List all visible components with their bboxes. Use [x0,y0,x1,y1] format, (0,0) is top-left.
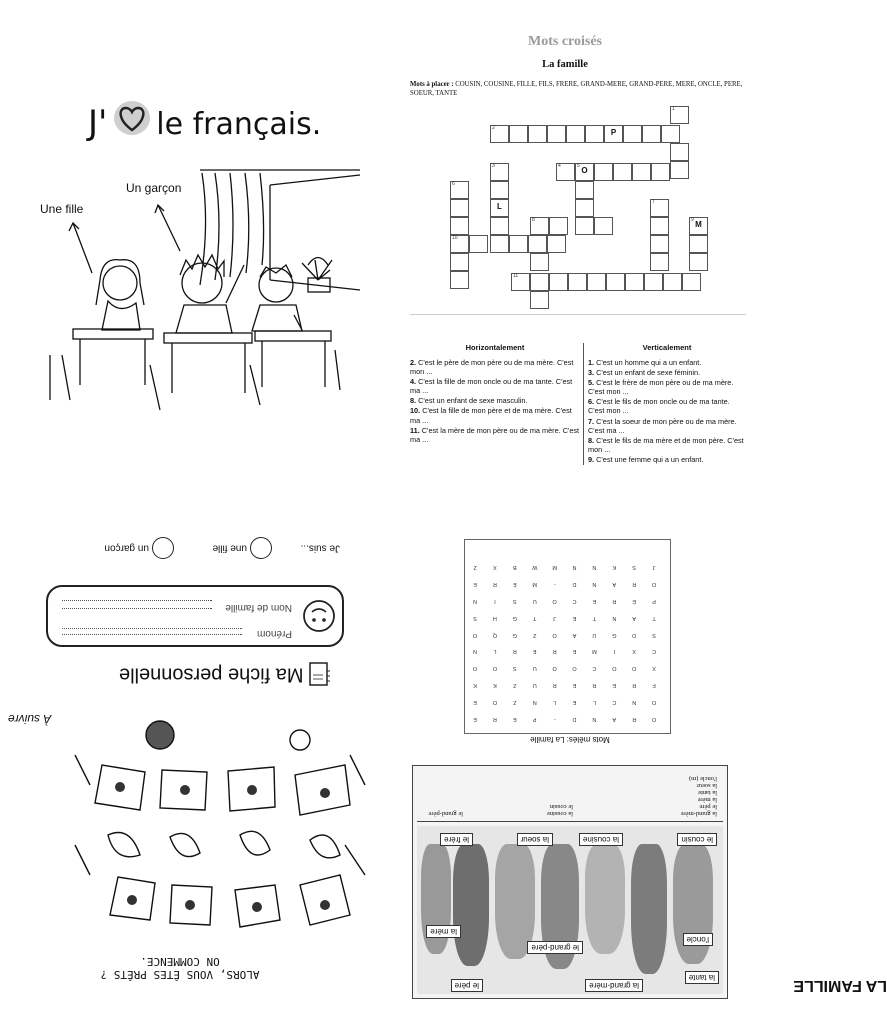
wordsearch-row [465,660,664,677]
wordsearch-letter[interactable]: R [592,682,597,689]
clue-item: 3. C'est un enfant de sexe féminin. [588,368,701,378]
wordsearch-letter[interactable]: D [572,715,577,722]
wordsearch-letter[interactable]: - [553,715,556,722]
crossword-cell[interactable] [585,125,604,143]
wordsearch-letter[interactable]: O [651,698,657,705]
wordsearch-letter[interactable]: O [552,631,557,638]
wordsearch-letter[interactable]: E [572,648,577,655]
famille-panel [412,765,887,999]
crossword-cell[interactable] [663,273,682,291]
crossword-cell[interactable] [594,217,613,235]
wordsearch-letter[interactable]: O [612,665,617,672]
crossword-cell[interactable] [566,125,585,143]
fiche-title-row [119,661,330,687]
crossword-cell[interactable] [650,235,669,253]
wordsearch-letter[interactable]: N [532,698,537,705]
wordsearch-letter[interactable]: Z [513,698,517,705]
wordsearch-letter[interactable]: O [472,631,478,638]
clue-item: 9. C'est une femme qui a un enfant. [588,454,704,464]
word-col-left: la grand-mère le père la mère la tante la soeur l'oncle (m) [680,775,717,817]
nom-label: Nom de famille [225,602,292,613]
wordsearch-letter[interactable]: R [512,648,517,655]
crossword-cell[interactable] [450,253,469,271]
wordsearch-letter[interactable]: E [572,682,577,689]
wordsearch-letter[interactable]: N [612,614,617,621]
wordsearch-letter[interactable]: E [532,648,537,655]
clue-number: 11 [513,273,519,279]
wordsearch-letter[interactable]: E [473,698,477,705]
wordsearch-letter[interactable]: S [512,665,517,672]
clue-item: 11. C'est la mère de mon père ou de ma mère. C'est ma ... [410,425,580,444]
crossword-cell[interactable] [575,217,594,235]
crossword-cell[interactable] [604,125,623,143]
wordsearch-letter[interactable]: C [652,648,657,655]
crossword-cell[interactable] [682,273,701,291]
vertical-title: Verticalement [642,343,692,352]
wordsearch-letter[interactable]: N [592,581,597,588]
cell-letter: O [581,166,588,175]
wordsearch-letter[interactable]: S [512,598,517,605]
clue-number: 10 [452,235,458,241]
a-suivre: À suivre [8,712,52,726]
wordsearch-letter[interactable]: W [532,564,538,571]
clue-item: 4. C'est la fille de mon oncle ou de ma tante. C'est ma ... [410,377,573,396]
wordsearch-letter[interactable]: L [493,648,497,655]
wordsearch-letter[interactable]: I [613,648,616,655]
wordsearch-letter[interactable]: R [632,581,637,588]
wordsearch-letter[interactable]: G [512,614,517,621]
caption-line-1: ALORS, VOUS ÊTES PRÊTS ? [100,968,260,981]
girl-face-icon[interactable] [250,537,272,559]
crossword-cell[interactable] [613,163,632,181]
une-fille-label: une fille [212,542,247,554]
classroom-illustration [40,165,370,415]
crossword-cell[interactable] [625,273,644,291]
family-tag: la grand-mère [585,979,643,992]
family-tag: le frère [440,833,473,846]
prenom-label: Prénom [256,628,292,639]
smiley-icon [302,599,336,633]
crossword-cell[interactable] [575,163,594,181]
clue-number: 6 [452,181,455,187]
wordsearch-letter[interactable]: N [572,564,577,571]
crossword-cell[interactable] [670,106,689,124]
wordsearch-letter[interactable]: Z [473,564,477,571]
wordsearch-letter[interactable]: E [572,614,577,621]
crossword-cell[interactable] [450,199,469,217]
crossword-cell[interactable] [556,163,575,181]
cell-letter: M [695,220,702,229]
caption-line-2: ON COMMENCE. [140,955,220,968]
crossword-cell[interactable] [650,217,669,235]
family-tag: le grand-père [527,941,583,954]
horizontal-title: Horizontalement [465,343,525,352]
wordsearch-letter[interactable]: R [492,715,497,722]
wordsearch-row [465,626,664,643]
crossword-cell[interactable] [490,181,509,199]
wordsearch-letter[interactable]: B [512,564,517,571]
wordsearch-letter[interactable]: R [492,581,497,588]
clue-number: 5 [577,163,580,169]
crossword-cell[interactable] [644,273,663,291]
wordsearch-letter[interactable]: A [632,614,637,621]
wordsearch-letter[interactable]: N [632,698,637,705]
wordsearch-letter[interactable]: Z [513,682,517,689]
person-figure [585,844,625,954]
crossword-cell[interactable] [632,163,651,181]
crossword-cell[interactable] [528,235,547,253]
clue-item: 8. C'est le fils de ma mère et de mon père. C'est mon ... [588,435,744,454]
crossword-cell[interactable] [450,217,469,235]
wordsearch-letter[interactable]: - [553,581,556,588]
wordsearch-letter[interactable]: C [592,665,597,672]
crossword-cell[interactable] [511,273,530,291]
crossword-cell[interactable] [490,163,509,181]
person-figure [453,844,489,966]
clue-number: 7 [652,199,655,205]
clue-item: 10. C'est la fille de mon père et de ma mère. C'est ma ... [410,406,572,425]
wordsearch-letter[interactable]: P [652,598,656,605]
crossword-cell[interactable] [450,181,469,199]
wordsearch-letter[interactable]: L [553,698,557,705]
divider [410,314,746,315]
horizontal-clues [410,358,580,445]
crossword-cell[interactable] [530,253,549,271]
crossword-cell[interactable] [490,235,509,253]
crossword-cell[interactable] [547,235,566,253]
cell-letter: L [497,202,502,211]
wordsearch-letter[interactable]: O [632,665,637,672]
fiche-panel [30,525,360,695]
wordsearch-letter[interactable]: T [592,614,597,621]
wordsearch-letter[interactable]: U [532,665,537,672]
wordsearch-letter[interactable]: K [473,682,477,689]
crossword-cell[interactable] [670,143,689,161]
crossword-cell[interactable] [530,291,549,309]
wordsearch-letter[interactable]: K [493,682,497,689]
words-list: COUSIN, COUSINE, FILLE, FILS, FRERE, GRAND-MERE, GRAND-PERE, MERE, ONCLE, PERE, SOEUR, TANTE [410,81,743,97]
crossword-cell[interactable] [509,235,528,253]
wordsearch-letter[interactable]: A [572,631,577,638]
crossword-cell[interactable] [575,181,594,199]
clue-number: 9 [691,217,694,223]
wordsearch-letter[interactable]: N [473,648,477,655]
wordsearch-letter[interactable]: E [512,715,517,722]
wordsearch-row [465,559,664,576]
crossword-cell[interactable] [490,125,509,143]
crossword-cell[interactable] [490,217,509,235]
je-suis-row [40,537,340,559]
crossword-cell[interactable] [549,217,568,235]
wordsearch-letter[interactable]: O [492,665,498,672]
crossword-cell[interactable] [530,217,549,235]
word-col-mid: la cousine le cousin [546,803,573,817]
wordsearch-letter[interactable]: O [472,665,478,672]
crossword-cell[interactable] [528,125,547,143]
wordsearch-letter[interactable]: T [652,614,656,621]
crossword-cell[interactable] [670,161,689,179]
crossword-cell[interactable] [547,125,566,143]
wordsearch-letter[interactable]: O [552,665,557,672]
wordsearch-letter[interactable]: A [612,581,617,588]
crossword-cell[interactable] [568,273,587,291]
clue-number: 1 [672,106,675,112]
crossword-cell[interactable] [490,199,509,217]
clue-divider [583,343,584,465]
crossword-cell[interactable] [623,125,642,143]
wordsearch-letter[interactable]: C [572,598,577,605]
wordsearch-letter[interactable]: G [512,631,517,638]
family-tag: le père [451,979,483,992]
wordsearch-letter[interactable]: K [612,564,617,571]
person-figure [673,844,713,964]
wordsearch-row [465,710,664,727]
crossword-cell[interactable] [661,125,680,143]
label-boy: Un garçon [126,181,182,195]
wordsearch-letter[interactable]: A [612,715,617,722]
wordsearch-letter[interactable]: O [632,631,637,638]
wordsearch-letter[interactable]: F [652,682,656,689]
famille-word-list [417,771,723,822]
crossword-cell[interactable] [650,199,669,217]
wordsearch-letter[interactable]: U [532,598,537,605]
brand-title [88,100,338,150]
wordsearch-letter[interactable]: U [532,682,537,689]
wordsearch-letter[interactable]: E [612,682,617,689]
brand-suffix: le français. [156,107,322,142]
wordsearch-letter[interactable]: È [512,581,517,588]
wordsearch-letter[interactable]: O [552,598,557,605]
crossword-cell[interactable] [689,235,708,253]
clue-item: 7. C'est la soeur de mon père ou de ma mère. C'est ma ... [588,416,737,435]
crossword-cell[interactable] [689,253,708,271]
wordsearch-letter[interactable]: T [533,614,537,621]
crossword-cell[interactable] [450,235,469,253]
wordsearch-letter[interactable]: O [651,715,657,722]
wordsearch-letter[interactable]: O [572,665,577,672]
crossword-cell[interactable] [650,253,669,271]
wordsearch-letter[interactable]: N [473,598,477,605]
wordsearch-row [465,677,664,694]
wordsearch-letter[interactable]: M [592,648,597,655]
wordsearch-letter[interactable]: N [592,564,597,571]
wordsearch-letter[interactable]: E [473,715,477,722]
wordsearch-letter[interactable]: H [492,614,497,621]
wordsearch-letter[interactable]: R [552,682,557,689]
wordsearch-letter[interactable]: R [632,682,637,689]
wordsearch-letter[interactable]: S [632,564,637,571]
boy-face-icon[interactable] [152,537,174,559]
fiche-title: Ma fiche personnelle [118,663,304,686]
comic-caption [80,955,280,981]
vertical-clues [588,358,746,465]
wordsearch-letter[interactable]: N [592,715,597,722]
crossword-cell[interactable] [594,163,613,181]
crossword-title: La famille [542,59,588,70]
wordsearch-letter[interactable]: X [632,648,637,655]
wordsearch-row [465,593,664,610]
clue-number: 3 [492,163,495,169]
wordsearch-letter[interactable]: U [592,631,597,638]
crossword-cell[interactable] [587,273,606,291]
clue-item: 6. C'est le fils de mon oncle ou de ma tante. C'est mon ... [588,397,730,416]
wordsearch-letter[interactable]: Q [492,631,498,638]
crossword-cell[interactable] [509,125,528,143]
wordsearch-letter[interactable]: J [652,564,656,571]
family-tag: la cousine [579,833,623,846]
crossword-cell[interactable] [642,125,661,143]
wordsearch-row [465,576,664,593]
crossword-cell[interactable] [549,273,568,291]
comic-illustration [70,715,370,935]
clue-number: 8 [532,217,535,223]
wordsearch-table [465,559,664,727]
wordsearch-letter[interactable]: M [532,581,538,588]
wordsearch-letter[interactable]: L [592,698,596,705]
notebook-icon [308,661,330,687]
famille-title: LA FAMILLE [793,977,887,994]
fiche-box [46,585,344,647]
heart-icon [112,100,152,136]
je-suis-label: Je suis... [300,542,340,554]
family-tag: la tante [685,971,719,984]
wordsearch-letter[interactable]: È [632,598,637,605]
wordsearch-row [465,609,664,626]
crossword-cell[interactable] [469,235,488,253]
wordsearch-row [465,693,664,710]
wordsearch-caption: Mots mêlés: La famille [530,735,610,744]
wordsearch-letter[interactable]: O [651,581,657,588]
wordsearch-letter[interactable]: C [612,698,617,705]
person-figure [631,844,667,974]
wordsearch-letter[interactable]: E [473,581,477,588]
clue-number: 2 [492,125,495,131]
wordsearch-letter[interactable]: X [493,564,497,571]
wordsearch-letter[interactable]: O [492,698,498,705]
clue-item: 8. C'est un enfant de sexe masculin. [410,396,528,406]
un-garcon-label: un garçon [104,542,149,554]
wordsearch-grid [464,539,671,734]
crossword-super-title: Mots croisés [528,34,602,49]
wordsearch-row [465,643,664,660]
clue-item: 2. C'est le père de mon père ou de ma mère. C'est mon ... [410,358,574,377]
wordsearch-letter[interactable]: G [612,631,617,638]
crossword-cell[interactable] [651,163,670,181]
wordsearch-letter[interactable]: P [532,715,537,722]
prenom-field[interactable] [62,623,242,639]
crossword-words [410,80,750,98]
wordsearch-letter[interactable]: R [612,598,617,605]
family-tag: l'oncle [683,933,713,946]
family-tag: la mère [426,925,461,938]
family-tag: la soeur [517,833,553,846]
wordsearch-letter[interactable]: Z [533,631,537,638]
famille-illustration [417,826,723,994]
crossword-cell[interactable] [450,271,469,289]
brand-prefix: J' [88,103,108,143]
nom-field[interactable] [62,595,212,615]
wordsearch-letter[interactable]: J [553,614,557,621]
crossword-cell[interactable] [606,273,625,291]
word-col-right: le grand-père [428,810,463,817]
clue-item: 1. C'est un homme qui a un enfant. [588,358,702,367]
wordsearch-letter[interactable]: I [494,598,496,605]
wordsearch-letter[interactable]: M [552,564,557,571]
clue-number: 4 [558,163,561,169]
words-label: Mots à placer : [410,81,454,88]
label-girl: Une fille [40,202,84,216]
clue-item: 5. C'est le frère de mon père ou de ma mère. C'est mon ... [588,378,734,397]
wordsearch-letter[interactable]: E [572,698,577,705]
wordsearch-letter[interactable]: S [652,631,656,638]
wordsearch-letter[interactable]: S [473,614,477,621]
wordsearch-letter[interactable]: D [572,581,577,588]
wordsearch-letter[interactable]: X [652,665,656,672]
wordsearch-letter[interactable]: R [632,715,637,722]
cell-letter: P [610,128,617,137]
wordsearch-letter[interactable]: R [552,648,557,655]
crossword-cell[interactable] [575,199,594,217]
wordsearch-letter[interactable]: E [592,598,597,605]
crossword-cell[interactable] [530,273,549,291]
family-tag: le cousin [677,833,717,846]
crossword-cell[interactable] [689,217,708,235]
